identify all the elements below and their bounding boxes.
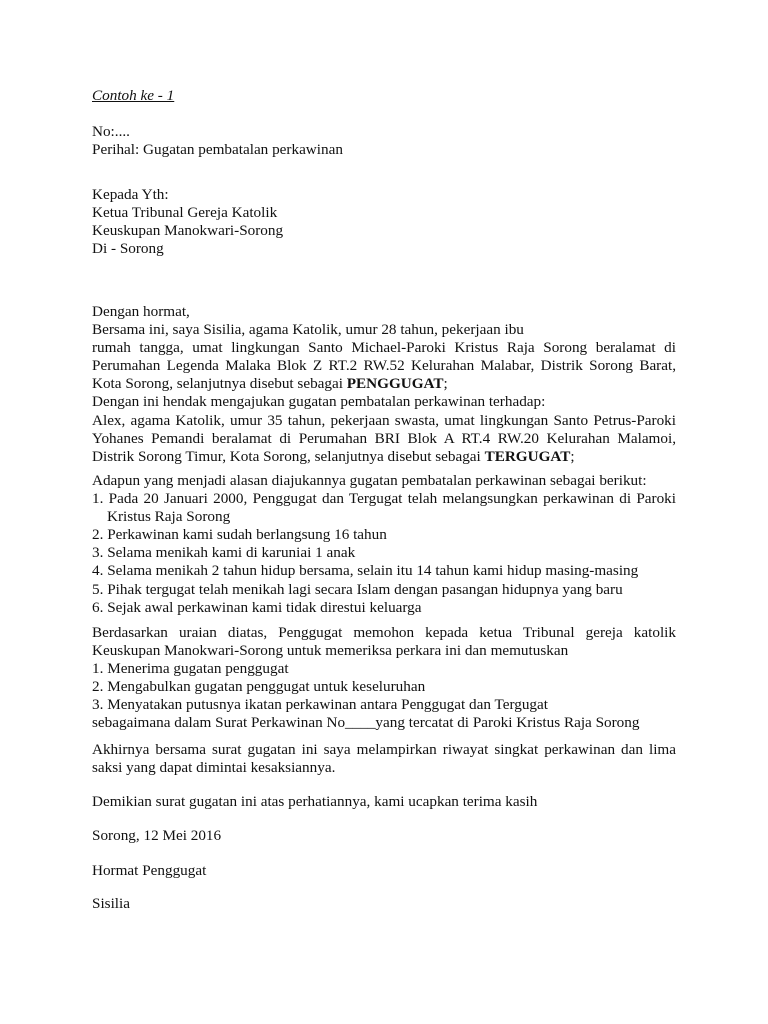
petition-section [92, 624, 676, 733]
defendant-line: Alex, agama Katolik, umur 35 tahun, pekerjaan swasta, umat lingkungan Santo Petrus-Paroki [92, 411, 676, 429]
signature-block [92, 895, 676, 913]
petition-line: Keuskupan Manokwari-Sorong untuk memeriksa perkara ini dan memutuskan [92, 642, 569, 660]
reason-item: 2. Perkawinan kami sudah berlangsung 16 tahun [92, 526, 387, 544]
letter-subject: Perihal: Gugatan pembatalan perkawinan [92, 141, 343, 159]
thanks-line: Demikian surat gugatan ini atas perhatiannya, kami ucapkan terima kasih [92, 793, 538, 810]
plaintiff-designation: Kota Sorong, selanjutnya disebut sebagai PENGGUGAT; [92, 375, 448, 393]
reason-item: 1. Pada 20 Januari 2000, Penggugat dan Tergugat telah melangsungkan perkawinan di Paroki [92, 490, 676, 508]
plaintiff-label: PENGGUGAT [346, 375, 444, 393]
recipient-block [92, 186, 676, 258]
salutation: Dengan hormat, [92, 303, 190, 320]
petition-item: 2. Mengabulkan gugatan penggugat untuk keseluruhan [92, 678, 426, 696]
recipient-line: Kepada Yth: [92, 186, 169, 203]
document-title-block [92, 87, 676, 105]
regards: Hormat Penggugat [92, 862, 207, 879]
thanks-block [92, 793, 676, 811]
plaintiff-line: Perumahan Legenda Malaka Blok Z RT.2 RW.52 Kelurahan Malabar, Distrik Sorong Barat, [92, 357, 676, 375]
recipient-line: Ketua Tribunal Gereja Katolik [92, 204, 278, 222]
place-date: Sorong, 12 Mei 2016 [92, 827, 222, 844]
defendant-designation: Distrik Sorong Timur, Kota Sorong, selanjutnya disebut sebagai TERGUGAT; [92, 447, 575, 465]
reason-item: 4. Selama menikah 2 tahun hidup bersama, selain itu 14 tahun kami hidup masing-masing [92, 562, 639, 580]
reason-item-continuation: Kristus Raja Sorong [107, 508, 231, 526]
plaintiff-line: rumah tangga, umat lingkungan Santo Michael-Paroki Kristus Raja Sorong beralamat di [92, 339, 676, 357]
letter-number: No:.... [92, 123, 130, 140]
reasons-section [92, 472, 676, 617]
date-block [92, 827, 676, 845]
reason-item: 5. Pihak tergugat telah menikah lagi secara Islam dengan pasangan hidupnya yang baru [92, 580, 623, 598]
identity-section [92, 303, 676, 466]
regards-block [92, 862, 676, 880]
petition-registry: sebagaimana dalam Surat Perkawinan No____yang tercatat di Paroki Kristus Raja Sorong [92, 714, 640, 732]
reason-item: 3. Selama menikah kami di karuniai 1 anak [92, 544, 356, 562]
petition-line: Berdasarkan uraian diatas, Penggugat memohon kepada ketua Tribunal gereja katolik [92, 624, 676, 641]
closing-paragraph [92, 741, 676, 777]
letter-header [92, 123, 676, 159]
reason-item: 6. Sejak awal perkawinan kami tidak direstui keluarga [92, 598, 422, 616]
signature-name: Sisilia [92, 895, 130, 912]
recipient-line: Di - Sorong [92, 240, 164, 258]
petition-item: 1. Menerima gugatan penggugat [92, 660, 289, 678]
closing-line: saksi yang dapat dimintai kesaksiannya. [92, 759, 336, 777]
document-title: Contoh ke - 1 [92, 87, 175, 104]
reasons-intro: Adapun yang menjadi alasan diajukannya gugatan pembatalan perkawinan sebagai berikut: [92, 472, 647, 489]
defendant-label: TERGUGAT [484, 447, 571, 465]
defendant-intro: Dengan ini hendak mengajukan gugatan pembatalan perkawinan terhadap: [92, 393, 546, 411]
closing-line: Akhirnya bersama surat gugatan ini saya melampirkan riwayat singkat perkawinan dan lima [92, 741, 676, 758]
recipient-line: Keuskupan Manokwari-Sorong [92, 222, 284, 240]
plaintiff-line: Bersama ini, saya Sisilia, agama Katolik, umur 28 tahun, pekerjaan ibu [92, 321, 524, 339]
petition-item: 3. Menyatakan putusnya ikatan perkawinan antara Penggugat dan Tergugat [92, 696, 548, 714]
defendant-line: Yohanes Pemandi beralamat di Perumahan BRI Blok A RT.4 RW.20 Kelurahan Malamoi, [92, 429, 676, 447]
